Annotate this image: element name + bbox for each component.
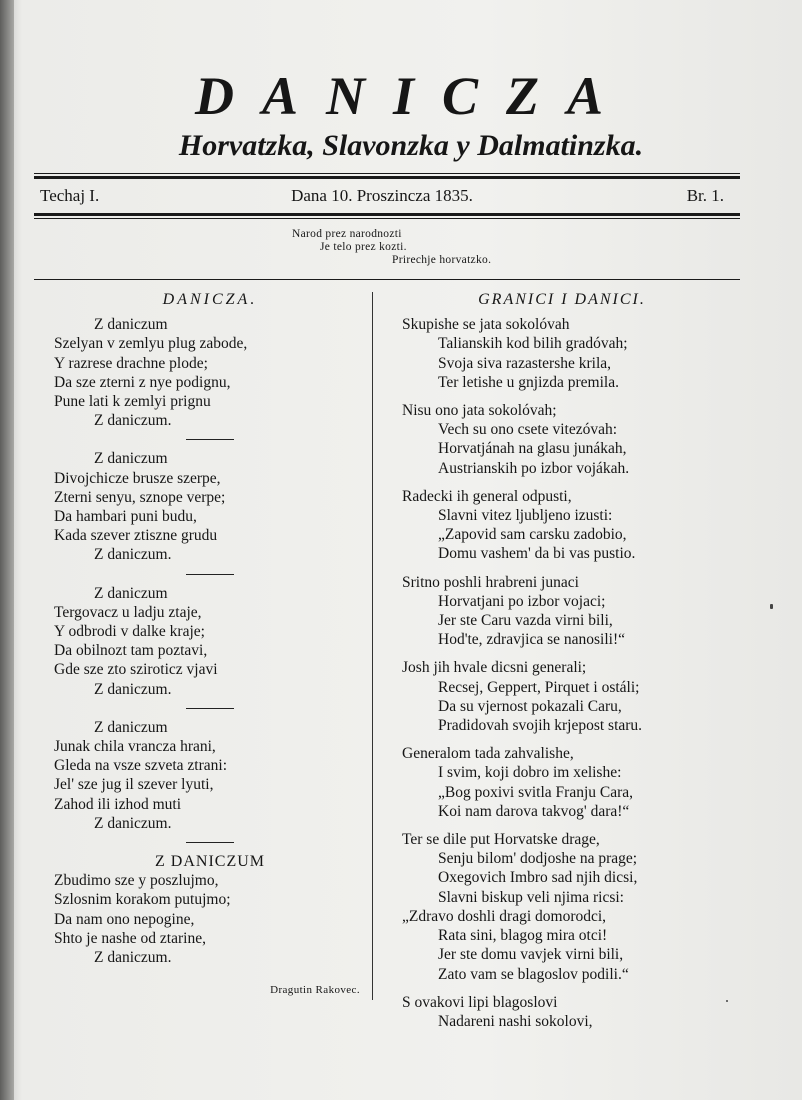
masthead-subtitle: Horvatzka, Slavonzka y Dalmatinzka. [178,129,644,162]
verse-line: Senju bilom' dodjoshe na prage; [438,850,638,868]
verse-line: Ter se dile put Horvatske drage, [402,831,600,849]
ink-speck [726,1000,728,1002]
verse-line: I svim, koji dobro im xelishe: [438,764,622,782]
left-final-title: Z DANICZUM [155,853,265,871]
right-stanza-6 [402,744,722,821]
verse-line: Horvatjánah na glasu junákah, [438,440,627,458]
verse-line: Talianskih kod bilih gradóvah; [438,335,628,353]
verse-line: Junak chila vrancza hrani, [54,738,216,756]
left-poem-title: DANICZA. [162,291,258,308]
verse-line: Da hambari puni budu, [54,508,197,526]
masthead-rule-thick [34,176,740,179]
stanza-separator [186,574,234,575]
verse-line: Da obilnozt tam poztavi, [54,642,208,660]
verse-line: Z daniczum [94,584,168,602]
motto-line-2: Je telo prez kozti. [320,241,407,253]
verse-line: Domu vashem' da bi vas pustio. [438,545,636,563]
right-stanza-1 [402,315,722,392]
issue-number: Br. 1. [686,186,724,205]
motto-rule [34,279,740,280]
motto-line-1: Narod prez narodnozti [292,228,402,240]
left-stanza-4 [54,718,366,833]
verse-line: Szelyan v zemlyu plug zabode, [54,335,248,353]
right-poem-title: GRANICI I DANICI. [478,291,646,308]
verse-line: Jel' sze jug il szever lyuti, [54,776,214,794]
ink-speck [770,604,773,609]
verse-line: Z daniczum. [94,546,172,564]
verse-line: Ter letishe u gnjizda premila. [438,373,619,391]
issue-date: Dana 10. Proszincza 1835. [291,186,473,205]
verse-line: Z daniczum. [94,814,172,832]
verse-line: Gleda na vsze szveta ztrani: [54,757,227,775]
issue-rule-thin [34,218,740,219]
page-spine [0,0,14,1100]
verse-line: Sritno poshli hrabreni junaci [402,573,579,591]
right-stanza-4 [402,573,722,650]
verse-line: Nadareni nashi sokolovi, [438,1012,593,1030]
verse-line: Recsej, Geppert, Pirquet i ostáli; [438,678,640,696]
issue-line [40,185,724,207]
verse-line: Tergovacz u ladju ztaje, [54,603,202,621]
verse-line: Zahod ili izhod muti [54,795,181,813]
verse-line: Zterni senyu, sznope verpe; [54,488,226,506]
verse-line: Szlosnim korakom putujmo; [54,891,231,909]
verse-line: Y razrese drachne plode; [54,354,208,372]
verse-line: „Zdravo doshli dragi domorodci, [402,907,607,925]
verse-line: Vech su ono csete vitezóvah: [438,421,618,439]
verse-line: Z daniczum [94,450,168,468]
verse-line: Z daniczum. [94,412,172,430]
masthead-title: DANICZA [194,66,632,126]
verse-line: S ovakovi lipi blagoslovi [402,993,558,1011]
right-stanza-7 [402,830,722,984]
verse-line: Jer ste Caru vazda virni bili, [438,612,613,630]
motto [240,228,540,267]
right-stanza-2 [402,401,722,478]
verse-line: Z daniczum. [94,680,172,698]
verse-line: „Zapovid sam carsku zadobio, [438,526,627,544]
stanza-separator [186,842,234,843]
column-divider [372,292,373,1000]
verse-line: Da nam ono nepogine, [54,910,195,928]
verse-line: Radecki ih general odpusti, [402,487,572,505]
verse-line: Austrianskih po izbor vojákah. [438,459,630,477]
left-stanza-3 [54,584,366,699]
verse-line: Z daniczum [94,316,168,334]
verse-line: Zbudimo sze y poszlujmo, [54,872,219,890]
left-stanza-2 [54,449,366,564]
verse-line: Jer ste domu vavjek virni bili, [438,946,624,964]
verse-line: Pradidovah svojih krjepost staru. [438,717,643,735]
left-stanza-1 [54,315,366,430]
verse-line: Kada szever ztiszne grudu [54,527,218,545]
right-stanza-5 [402,658,722,735]
verse-line: Gde sze zto sziroticz vjavi [54,661,218,679]
verse-line: Z daniczum. [94,949,172,967]
verse-line: Z daniczum [94,718,168,736]
right-column [402,290,722,1031]
stanza-separator [186,708,234,709]
verse-line: Y odbrodi v dalke kraje; [54,623,205,641]
verse-line: Skupishe se jata sokolóvah [402,316,570,334]
verse-line: „Bog poxivi svitla Franju Cara, [438,783,634,801]
verse-line: Nisu ono jata sokolóvah; [402,402,557,420]
issue-rule-thick [34,213,740,216]
right-stanza-3 [402,487,722,564]
left-column [54,290,366,1001]
verse-line: Horvatjani po izbor vojaci; [438,592,606,610]
verse-line: Generalom tada zahvalishe, [402,745,574,763]
issue-volume: Techaj I. [40,186,100,205]
poem-author: Dragutin Rakovec. [270,984,360,997]
masthead-rule-thin [34,173,740,174]
verse-line: Divojchicze brusze szerpe, [54,469,221,487]
verse-line: Slavni vitez ljubljeno izusti: [438,507,613,525]
verse-line: Hod'te, zdravjica se nanosili!“ [438,631,625,649]
verse-line: Da su vjernost pokazali Caru, [438,697,622,715]
stanza-separator [186,439,234,440]
verse-line: Koi nam darova takvog' dara!“ [438,802,630,820]
verse-line: Slavni biskup veli njima ricsi: [438,888,624,906]
verse-line: Josh jih hvale dicsni generali; [402,659,587,677]
right-stanza-8 [402,993,722,1031]
verse-line: Rata sini, blagog mira otci! [438,927,608,945]
verse-line: Da sze zterni z nye podignu, [54,373,231,391]
verse-line: Zato vam se blagoslov podili.“ [438,965,629,983]
verse-line: Shto je nashe od ztarine, [54,929,206,947]
verse-line: Svoja siva razastershe krila, [438,354,612,372]
left-final-stanza [54,871,366,967]
verse-line: Oxegovich Imbro sad njih dicsi, [438,869,638,887]
verse-line: Pune lati k zemlyi prignu [54,393,211,411]
motto-attribution: Prirechje horvatzko. [392,254,492,266]
